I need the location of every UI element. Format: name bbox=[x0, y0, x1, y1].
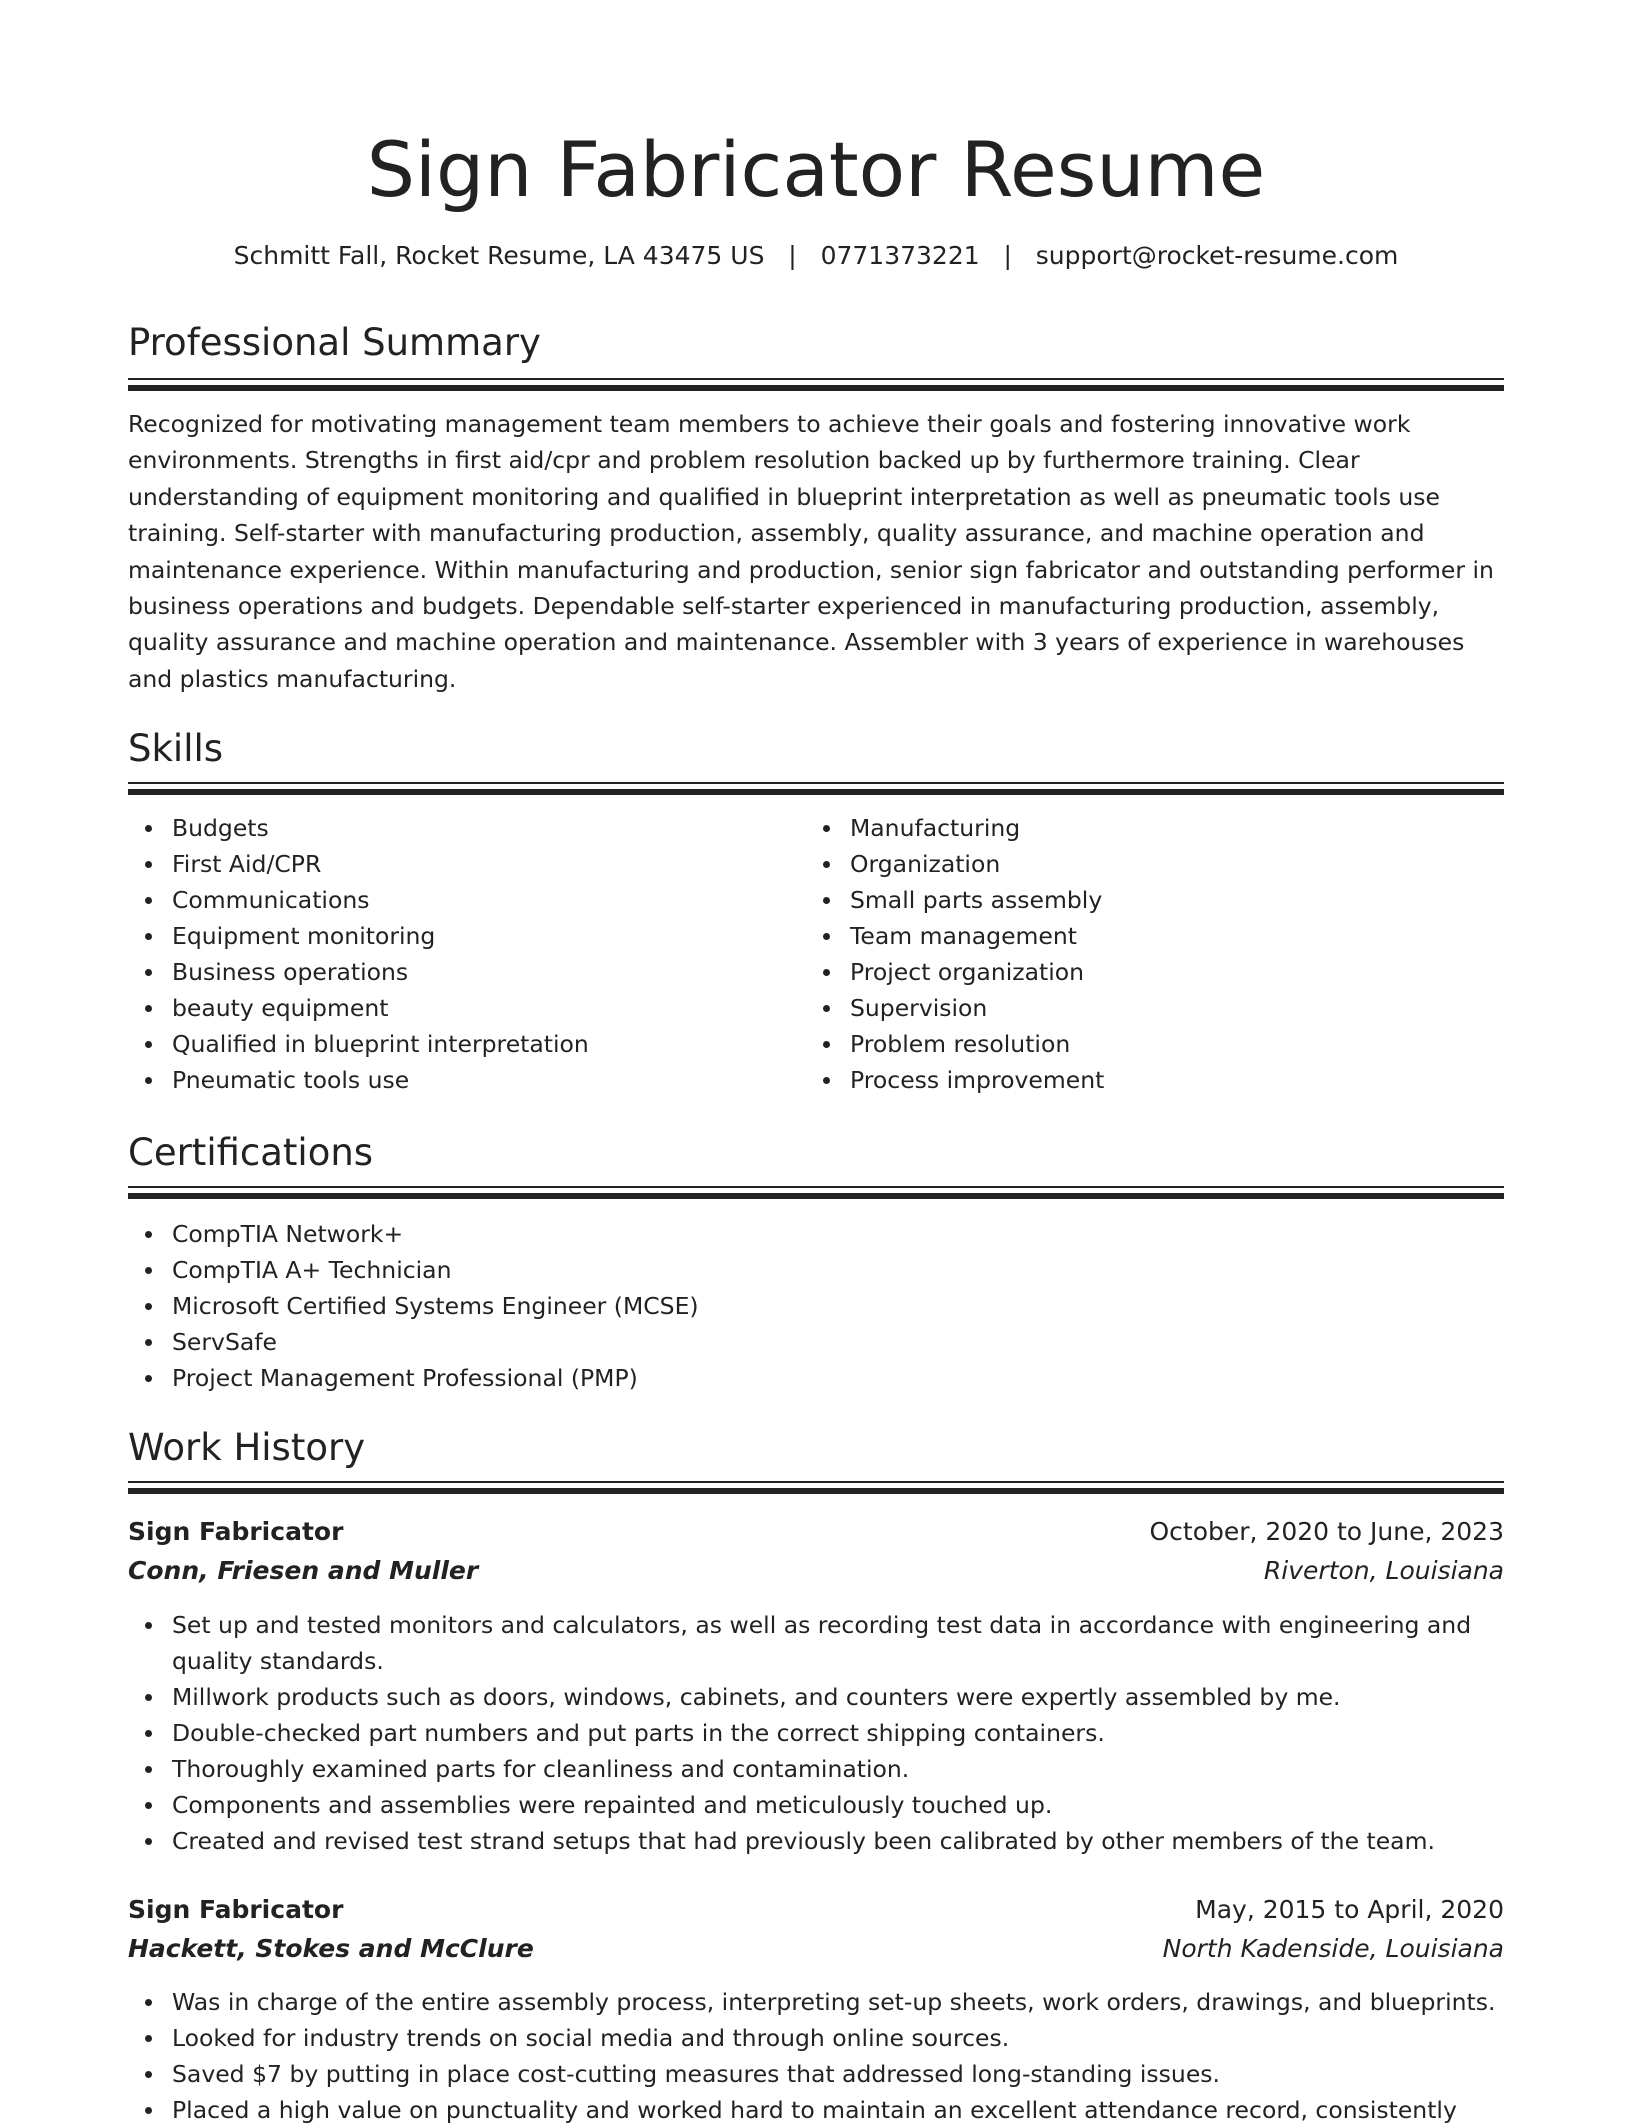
skill-item: Business operations bbox=[128, 954, 788, 990]
skill-item: Manufacturing bbox=[806, 810, 1466, 846]
skill-item: Organization bbox=[806, 846, 1466, 882]
certification-item: Project Management Professional (PMP) bbox=[128, 1360, 1504, 1396]
job-bullet: Millwork products such as doors, windows, cabinets, and counters were expertly assembled by me. bbox=[128, 1679, 1504, 1715]
job-company: Conn, Friesen and Muller bbox=[128, 1556, 479, 1585]
skill-item: Problem resolution bbox=[806, 1026, 1466, 1062]
skill-item: Team management bbox=[806, 918, 1466, 954]
skill-item: Communications bbox=[128, 882, 788, 918]
section-divider bbox=[128, 378, 1504, 391]
job-responsibilities bbox=[128, 1984, 1504, 2128]
job-company: Hackett, Stokes and McClure bbox=[128, 1934, 534, 1963]
skill-item: Project organization bbox=[806, 954, 1466, 990]
summary-heading: Professional Summary bbox=[128, 321, 541, 364]
certification-item: CompTIA Network+ bbox=[128, 1216, 1504, 1252]
section-divider bbox=[128, 782, 1504, 795]
certification-item: Microsoft Certified Systems Engineer (MCSE) bbox=[128, 1288, 1504, 1324]
certification-item: CompTIA A+ Technician bbox=[128, 1252, 1504, 1288]
contact-separator: | bbox=[788, 241, 797, 270]
section-divider bbox=[128, 1481, 1504, 1494]
section-divider bbox=[128, 1186, 1504, 1199]
skill-item: First Aid/CPR bbox=[128, 846, 788, 882]
skill-item: Pneumatic tools use bbox=[128, 1062, 788, 1098]
job-title: Sign Fabricator bbox=[128, 1895, 344, 1924]
job-bullet: Saved $7 by putting in place cost-cutting measures that addressed long-standing issues. bbox=[128, 2056, 1504, 2092]
skill-item: Small parts assembly bbox=[806, 882, 1466, 918]
job-title: Sign Fabricator bbox=[128, 1517, 344, 1546]
job-bullet: Thoroughly examined parts for cleanliness and contamination. bbox=[128, 1751, 1504, 1787]
contact-line bbox=[128, 238, 1504, 274]
contact-address: Schmitt Fall, Rocket Resume, LA 43475 US bbox=[233, 241, 765, 270]
job-bullet: Was in charge of the entire assembly process, interpreting set-up sheets, work orders, drawings, and blueprints. bbox=[128, 1984, 1504, 2020]
job-header bbox=[128, 1892, 1504, 1972]
skill-item: Qualified in blueprint interpretation bbox=[128, 1026, 788, 1062]
summary-text: Recognized for motivating management team members to achieve their goals and fostering innovative work environments. Strengths in first aid/cpr and problem resolution backed up by furthermore training. Clear understanding of equipment monitoring and qualified in blueprint interpretation as well as pneumatic tools use training. Self-starter with manufacturing production, assembly, quality assurance, and machine operation and maintenance experience. Within manufacturing and production, senior sign fabricator and outstanding performer in business operations and budgets. Dependable self-starter experienced in manufacturing production, assembly, quality assurance and machine operation and maintenance. Assembler with 3 years of experience in warehouses and plastics manufacturing. bbox=[128, 410, 1494, 693]
job-bullet: Placed a high value on punctuality and worked hard to maintain an excellent attendance record, consistently bbox=[128, 2092, 1504, 2128]
job-bullet: Double-checked part numbers and put parts in the correct shipping containers. bbox=[128, 1715, 1504, 1751]
skills-list-left bbox=[128, 810, 788, 1098]
work-history-heading: Work History bbox=[128, 1426, 366, 1469]
skill-item: beauty equipment bbox=[128, 990, 788, 1026]
job-dates: May, 2015 to April, 2020 bbox=[1195, 1895, 1504, 1924]
skill-item: Supervision bbox=[806, 990, 1466, 1026]
job-dates: October, 2020 to June, 2023 bbox=[1149, 1517, 1504, 1546]
skill-item: Equipment monitoring bbox=[128, 918, 788, 954]
skills-list-right bbox=[806, 810, 1466, 1098]
job-location: North Kadenside, Louisiana bbox=[1162, 1934, 1504, 1963]
skill-item: Process improvement bbox=[806, 1062, 1466, 1098]
job-bullet: Components and assemblies were repainted and meticulously touched up. bbox=[128, 1787, 1504, 1823]
job-bullet: Set up and tested monitors and calculators, as well as recording test data in accordance with engineering and quality standards. bbox=[128, 1607, 1504, 1679]
certifications-heading: Certifications bbox=[128, 1131, 374, 1174]
skill-item: Budgets bbox=[128, 810, 788, 846]
contact-phone: 0771373221 bbox=[820, 241, 980, 270]
job-responsibilities bbox=[128, 1607, 1504, 1859]
job-bullet: Looked for industry trends on social media and through online sources. bbox=[128, 2020, 1504, 2056]
certification-item: ServSafe bbox=[128, 1324, 1504, 1360]
job-location: Riverton, Louisiana bbox=[1263, 1556, 1504, 1585]
job-header bbox=[128, 1514, 1504, 1594]
contact-separator: | bbox=[1003, 241, 1012, 270]
skills-heading: Skills bbox=[128, 727, 224, 770]
resume-title: Sign Fabricator Resume bbox=[366, 125, 1266, 214]
certifications-list bbox=[128, 1216, 1504, 1396]
job-bullet: Created and revised test strand setups that had previously been calibrated by other members of the team. bbox=[128, 1823, 1504, 1859]
contact-email: support@rocket-resume.com bbox=[1035, 241, 1399, 270]
